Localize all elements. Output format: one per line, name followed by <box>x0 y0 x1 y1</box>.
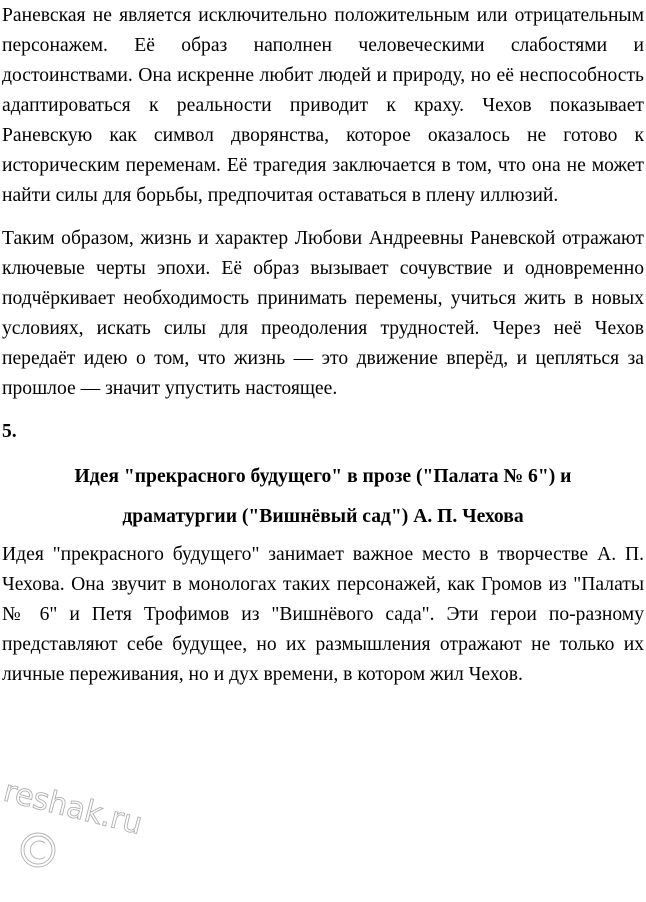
section-heading <box>2 457 644 537</box>
paragraph-future-idea: Идея "прекрасного будущего" занимает важное место в творчестве А. П. Чехова. Она звучит в монологах таких персонажей, как Громов из "Палаты № 6" и Петя Трофимов из "Вишнёвого сада". Эти герои по-разному представляют себе будущее, но их размышления отражают не только их личные переживания, но и дух времени, в котором жил Чехов. <box>2 544 644 685</box>
section-heading-line-2: драматургии ("Вишнёвый сад") А. П. Чехова <box>122 506 524 527</box>
paragraph-ranevskaya-character: Раневская не является исключительно положительным или отрицательным персонажем. Её образ наполнен человеческими слабостями и достоинствами. Она искренне любит людей и природу, но её неспособность адаптироваться к реальности приводит к краху. Чехов показывает Раневскую как символ дворянства, которое оказалось не готово к историческим переменам. Её трагедия заключается в том, что она не может найти силы для борьбы, предпочитая оставаться в плену иллюзий. <box>2 5 644 206</box>
paragraph-conclusion: Таким образом, жизнь и характер Любови Андреевны Раневской отражают ключевые черты эпохи. Её образ вызывает сочувствие и одновременно подчёркивает необходимость принимать перемены, учиться жить в новых условиях, искать силы для преодоления трудностей. Через неё Чехов передаёт идею о том, что жизнь — это движение вперёд, и цепляться за прошлое — значит упустить настоящее. <box>2 228 644 399</box>
document-page <box>2 0 644 703</box>
section-heading-line-1: Идея "прекрасного будущего" в прозе ("Палата № 6") и <box>74 466 572 487</box>
watermark-text: reshak.ru <box>0 773 146 842</box>
section-number: 5. <box>2 421 17 442</box>
watermark-logo-icon <box>0 772 148 902</box>
